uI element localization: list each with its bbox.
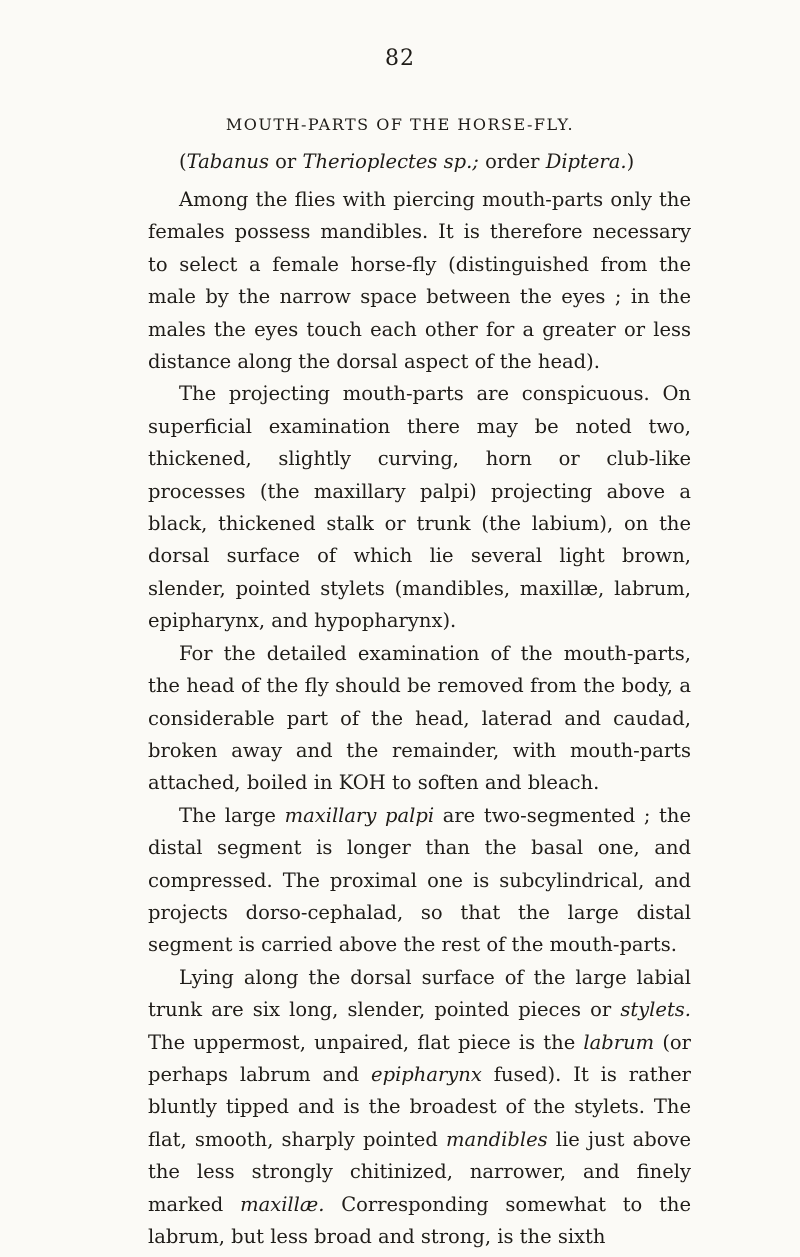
paragraph <box>148 962 691 1254</box>
paragraph-text: are two-segmented ; the distal segment is longer than the basal one, and compressed. The proximal one is subcylindrical, and projects dorso-cephalad, so that the large distal segment is carried above the rest of the mouth-parts. <box>148 803 691 957</box>
paragraph-text: (or perhaps labrum and <box>148 1030 691 1086</box>
term-mandibles: mandibles <box>445 1127 548 1151</box>
body-text <box>148 184 691 1253</box>
paragraph-text: For the detailed examination of the mouth-parts, the head of the fly should be removed from the body, a considerable part of the head, laterad and caudad, broken away and the remainder, with mouth-parts attached, boiled in KOH to soften and bleach. <box>148 641 691 795</box>
paragraph-text: Lying along the dorsal surface of the large labial trunk are six long, slender, pointed pieces or <box>148 965 691 1022</box>
paragraph <box>148 184 691 378</box>
page-number: 82 <box>385 46 415 71</box>
paragraph <box>148 800 691 962</box>
term-stylets: stylets. <box>620 998 691 1022</box>
paragraph-text: The large <box>179 803 285 827</box>
subheading-order-label: order <box>478 150 546 173</box>
paragraph-text: The uppermost, unpaired, flat piece is the <box>148 1030 584 1054</box>
section-heading: MOUTH-PARTS OF THE HORSE-FLY. <box>225 115 575 134</box>
subheading-open-paren: ( <box>179 150 187 173</box>
term-maxillae: maxillæ. <box>240 1192 325 1216</box>
term-labrum: labrum <box>583 1030 655 1054</box>
genus-tabanus: Tabanus <box>186 150 269 173</box>
paragraph-text: The projecting mouth-parts are conspicuous. On superficial examination there may be noted two, thickened, slightly curving, horn or club-like processes (the maxillary palpi) projecting above a black, thickened stalk or trunk (the labium), on the dorsal surface of which lie several light brown, slender, pointed stylets (mandibles, maxillæ, labrum, epipharynx, and hypopharynx). <box>148 382 691 633</box>
genus-therioplectes: Therioplectes sp.; <box>302 150 479 173</box>
subheading <box>179 150 634 173</box>
term-maxillary-palpi: maxillary palpi <box>284 803 435 827</box>
paragraph <box>148 638 691 800</box>
subheading-close-paren: ) <box>626 150 635 173</box>
subheading-or: or <box>268 150 303 173</box>
paragraph-text: lie just above the less strongly chitinized, narrower, and finely marked <box>148 1127 691 1216</box>
paragraph-text: Among the flies with piercing mouth-parts only the females possess mandibles. It is therefore necessary to select a female horse-fly (distinguished from the male by the narrow space between the eyes ; in the males the eyes touch each other for a greater or less distance along the dorsal aspect of the head). <box>148 188 691 374</box>
paragraph <box>148 378 691 637</box>
paragraph-text: fused). It is rather bluntly tipped and is the broadest of the stylets. The flat, smooth, sharply pointed <box>148 1062 691 1151</box>
paragraph-text: Corresponding somewhat to the labrum, but less broad and strong, is the sixth <box>148 1192 691 1248</box>
term-epipharynx: epipharynx <box>371 1062 482 1086</box>
order-diptera: Diptera. <box>545 150 627 173</box>
